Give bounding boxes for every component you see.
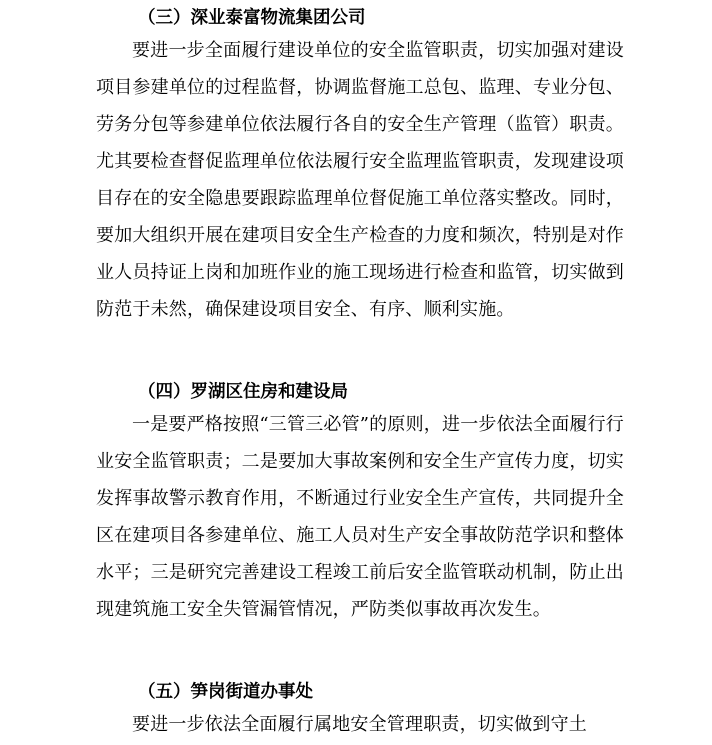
section-heading-4: （四）罗湖区住房和建设局 [138, 382, 348, 402]
section-paragraph-3: 要进一步全面履行建设单位的安全监管职责，切实加强对建设项目参建单位的过程监督，协调监督施工总包、监理、专业分包、劳务分包等参建单位依法履行各自的安全生产管理（监管）职责。尤其要检查督促监理单位依法履行安全监理监管职责，发现建设项目存在的安全隐患要跟踪监理单位督促施工单位落实整改。同时，要加大组织开展在建项目安全生产检查的力度和频次，特别是对作业人员持证上岗和加班作业的施工现场进行检查和监管，切实做到防范于未然，确保建设项目安全、有序、顺利实施。 [96, 40, 624, 320]
section-paragraph-5: 要进一步依法全面履行属地安全管理职责，切实做到守土 [132, 714, 587, 735]
section-heading-5: （五）笋岗街道办事处 [138, 682, 313, 702]
section-paragraph-4: 一是要严格按照“三管三必管”的原则，进一步依法全面履行行业安全监管职责；二是要加大事故案例和安全生产宣传力度，切实发挥事故警示教育作用，不断通过行业安全生产宣传，共同提升全区在建项目各参建单位、施工人员对生产安全事故防范学识和整体水平；三是研究完善建设工程竣工前后安全监管联动机制，防止出现建筑施工安全失管漏管情况，严防类似事故再次发生。 [96, 414, 625, 620]
section-heading-3: （三）深业泰富物流集团公司 [138, 8, 366, 28]
